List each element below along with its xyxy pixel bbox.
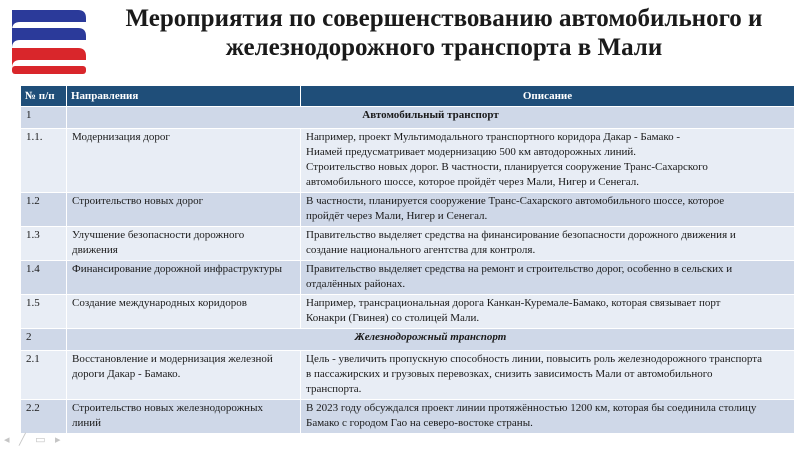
table-row-section-road [21, 107, 795, 129]
direction-line: Улучшение безопасности дорожного [72, 229, 245, 241]
cell-direction: Строительство новых дорог [67, 193, 301, 227]
desc-line: Бамако с городом Гао на северо-востоке страны. [306, 417, 533, 429]
desc-line: Правительство выделяет средства на ремонт и строительство дорог, особенно в сельских и [306, 263, 733, 275]
cell-direction [67, 227, 301, 261]
desc-line: Правительство выделяет средства на финансирование безопасности дорожного движения и [306, 229, 736, 241]
section-title-rail: Железнодорожный транспорт [67, 329, 795, 351]
cell-num: 1 [21, 107, 67, 129]
cell-description [301, 129, 795, 193]
header-direction: Направления [67, 86, 301, 107]
direction-line: Восстановление и модернизация железной [72, 353, 273, 365]
desc-line: Строительство новых дорог. В частности, планируется сооружение Транс-Сахарского [306, 161, 708, 173]
logo-red-book-icon [12, 48, 86, 74]
desc-line: В 2023 году обсуждался проект линии протяжённостью 1200 км, которая бы соединила столицу [306, 402, 757, 414]
cell-direction: Финансирование дорожной инфраструктуры [67, 261, 301, 295]
page-title [92, 4, 796, 62]
table-row [21, 261, 795, 295]
cell-num: 2.1 [21, 351, 67, 400]
book-stack-logo [6, 4, 90, 80]
logo-blue-book-icon [12, 10, 86, 48]
desc-line: пройдёт через Мали, Нигер и Сенегал. [306, 210, 488, 222]
table-header-row [21, 86, 795, 107]
table-row [21, 129, 795, 193]
cell-num: 1.5 [21, 295, 67, 329]
desc-line: автомобильного шоссе, которое пройдёт через Мали, Нигер и Сенегал. [306, 176, 639, 188]
section-title-road: Автомобильный транспорт [67, 107, 795, 129]
desc-line: Конакри (Гвинея) со столицей Мали. [306, 312, 480, 324]
header-description: Описание [301, 86, 795, 107]
direction-line: Строительство новых железнодорожных [72, 402, 263, 414]
cell-description [301, 400, 795, 434]
cell-description [301, 261, 795, 295]
desc-line: в пассажирских и грузовых перевозках, снизить зависимость Мали от автомобильного [306, 368, 713, 380]
page-title-line-1: Мероприятия по совершенствованию автомобильного и [125, 5, 763, 32]
cell-num: 1.2 [21, 193, 67, 227]
cell-direction [67, 351, 301, 400]
direction-line: движения [72, 244, 118, 256]
table-row [21, 400, 795, 434]
cell-direction [67, 400, 301, 434]
direction-line: дороги Дакар - Бамако. [72, 368, 181, 380]
cell-direction: Модернизация дорог [67, 129, 301, 193]
desc-line: Цель - увеличить пропускную способность линии, повысить роль железнодорожного транспорта [306, 353, 763, 365]
table-row [21, 295, 795, 329]
slide-nav-icons[interactable]: ◂ ╱ ▭ ▸ [4, 433, 64, 446]
cell-num: 1.3 [21, 227, 67, 261]
desc-line: Например, проект Мультимодального транспортного коридора Дакар - Бамако - [306, 131, 681, 143]
desc-line: Ниамей предусматривает модернизацию 500 км автодорожных линий. [306, 146, 637, 158]
desc-line: В частности, планируется сооружение Транс-Сахарского автомобильного шоссе, которое [306, 195, 725, 207]
desc-line: создание национального агентства для контроля. [306, 244, 536, 256]
cell-description [301, 227, 795, 261]
cell-description [301, 193, 795, 227]
direction-line: линий [72, 417, 102, 429]
cell-num: 2 [21, 329, 67, 351]
table-row [21, 193, 795, 227]
table-row [21, 227, 795, 261]
header-num: № п/п [21, 86, 67, 107]
page-title-line-2: железнодорожного транспорта в Мали [225, 34, 663, 61]
desc-line: Например, трансрациональная дорога Канкан-Куремале-Бамако, которая связывает порт [306, 297, 721, 309]
cell-description [301, 295, 795, 329]
table-row [21, 351, 795, 400]
cell-description [301, 351, 795, 400]
cell-direction: Создание международных коридоров [67, 295, 301, 329]
desc-line: транспорта. [306, 383, 362, 395]
transport-measures-table [20, 85, 795, 434]
cell-num: 2.2 [21, 400, 67, 434]
cell-num: 1.1. [21, 129, 67, 193]
desc-line: отдалённых районах. [306, 278, 406, 290]
table-row-section-rail [21, 329, 795, 351]
cell-num: 1.4 [21, 261, 67, 295]
